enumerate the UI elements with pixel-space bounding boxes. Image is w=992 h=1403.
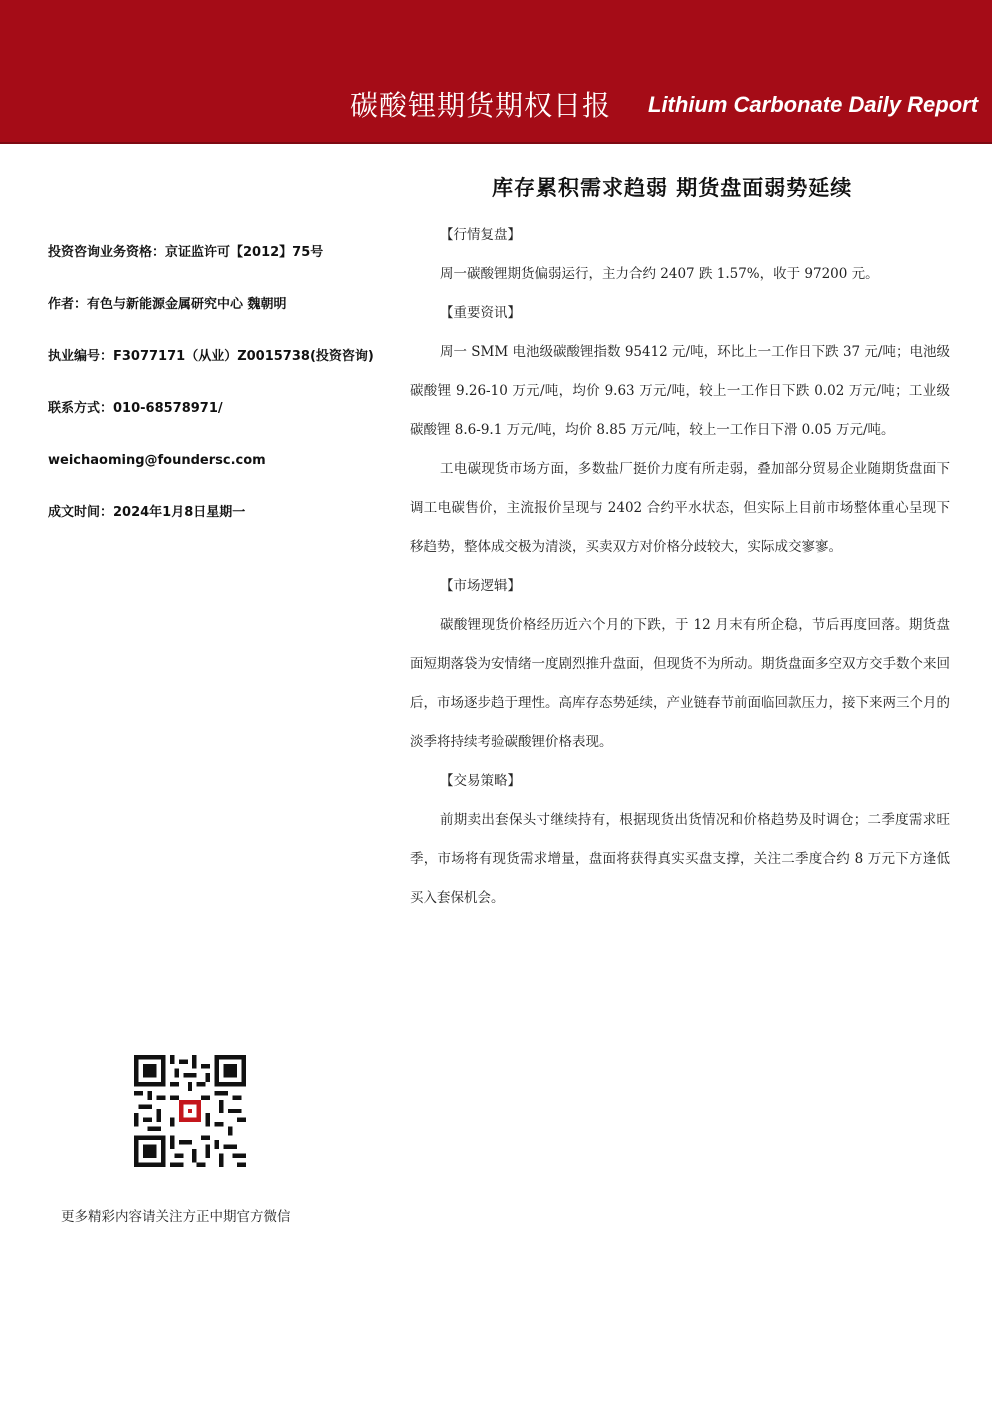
strategy-paragraph: 前期卖出套保头寸继续持有，根据现货出货情况和价格趋势及时调仓；二季度需求旺季，市场将有现货需求增量，盘面将获得真实买盘支撑，关注二季度合约 8 万元下方逢低买入套保机会。 xyxy=(410,812,950,906)
section-heading-strategy: 【交易策略】 xyxy=(440,773,521,789)
review-paragraph: 周一碳酸锂期货偏弱运行，主力合约 2407 跌 1.57%，收于 97200 元。 xyxy=(440,266,879,282)
header-title-cn: 碳酸锂期货期权日报 xyxy=(350,89,612,122)
news-paragraph-1: 周一 SMM 电池级碳酸锂指数 95412 元/吨，环比上一工作日下跌 37 元/吨；电池级碳酸锂 9.26-10 万元/吨，均价 9.63 万元/吨，较上一工作日下跌 0.02 万元/吨；工业级碳酸锂 8.6-9.1 万元/吨，均价 8.85 万元/吨，较上一工作日下滑 0.05 万元/吨。 xyxy=(410,344,950,438)
section-heading-logic: 【市场逻辑】 xyxy=(440,578,521,594)
qualification-line: 投资咨询业务资格：京证监许可【2012】75号 xyxy=(48,245,324,260)
news-paragraph-2: 工电碳现货市场方面，多数盐厂挺价力度有所走弱，叠加部分贸易企业随期货盘面下调工电碳售价，主流报价呈现与 2402 合约平水状态，但实际上目前市场整体重心呈现下移趋势，整体成交极为清淡，买卖双方对价格分歧较大，实际成交寥寥。 xyxy=(410,461,950,555)
date-line: 成文时间：2024年1月8日星期一 xyxy=(48,505,246,520)
report-headline: 库存累积需求趋弱 期货盘面弱势延续 xyxy=(492,176,853,200)
header-title-en: Lithium Carbonate Daily Report xyxy=(648,92,979,117)
contact-line: 联系方式：010-68578971/ xyxy=(48,401,223,416)
report-body xyxy=(410,216,950,918)
section-heading-review: 【行情复盘】 xyxy=(440,227,521,243)
author-line: 作者：有色与新能源金属研究中心 魏朝明 xyxy=(48,297,287,312)
qr-caption: 更多精彩内容请关注方正中期官方微信 xyxy=(61,1209,291,1225)
section-heading-news: 【重要资讯】 xyxy=(440,305,521,321)
license-line: 执业编号：F3077171（从业）Z0015738(投资咨询) xyxy=(48,349,374,364)
author-info xyxy=(48,238,398,550)
email-line: weichaoming@foundersc.com xyxy=(48,453,266,468)
qr-code xyxy=(134,1055,246,1167)
logic-paragraph: 碳酸锂现货价格经历近六个月的下跌，于 12 月末有所企稳，节后再度回落。期货盘面短期落袋为安情绪一度剧烈推升盘面，但现货不为所动。期货盘面多空双方交手数个来回后，市场逐步趋于理性。高库存态势延续，产业链春节前面临回款压力，接下来两三个月的淡季将持续考验碳酸锂价格表现。 xyxy=(410,617,950,750)
report-header xyxy=(0,0,992,144)
